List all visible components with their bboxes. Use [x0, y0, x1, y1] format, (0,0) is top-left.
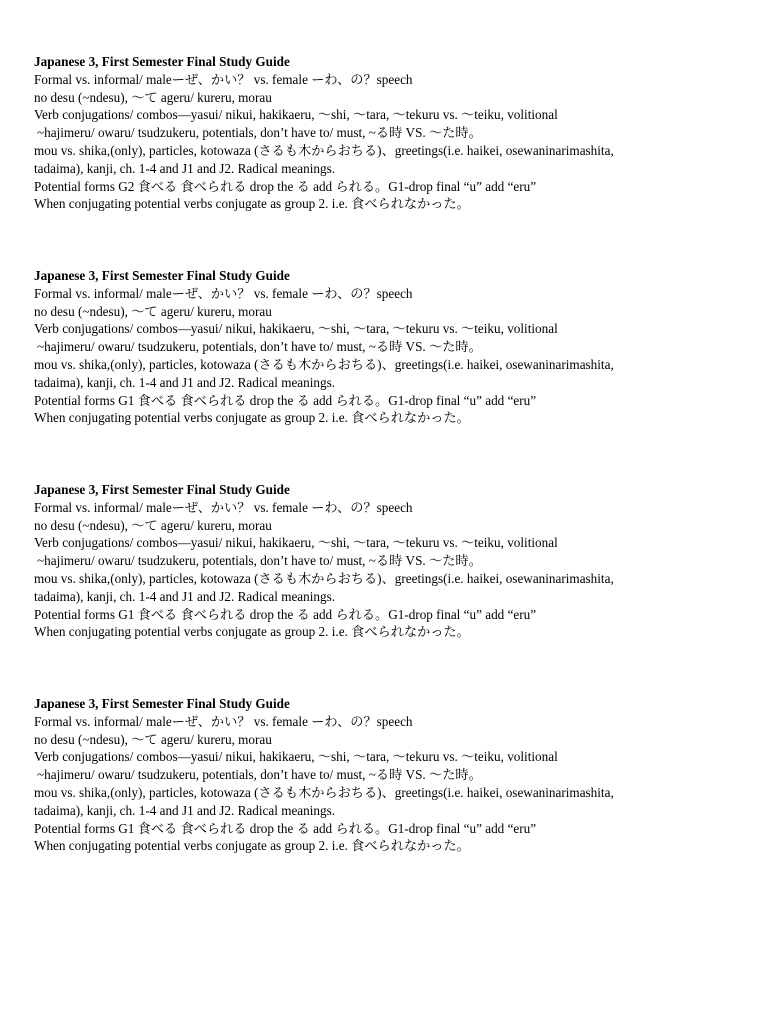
guide-line-verb-conjugations: Verb conjugations/ combos—yasui/ nikui, hakikaeru, ～shi, ～tara, ～tekuru vs. ～teiku, volitional: [34, 107, 558, 123]
guide-line-conjugating-potential: When conjugating potential verbs conjugate as group 2. i.e. 食べられなかった。: [34, 196, 470, 212]
guide-line-conjugating-potential: When conjugating potential verbs conjugate as group 2. i.e. 食べられなかった。: [34, 410, 470, 426]
guide-line-no-desu: no desu (~ndesu), ～て ageru/ kureru, morau: [34, 89, 272, 105]
guide-line-tadaima: tadaima), kanji, ch. 1-4 and J1 and J2. Radical meanings.: [34, 374, 336, 390]
guide-line-mou-shika: mou vs. shika,(only), particles, kotowaza (さるも木からおちる)、greetings(i.e. haikei, osewaninarimashita,: [34, 570, 614, 586]
guide-line-tadaima: tadaima), kanji, ch. 1-4 and J1 and J2. Radical meanings.: [34, 588, 336, 604]
guide-line-no-desu: no desu (~ndesu), ～て ageru/ kureru, morau: [34, 517, 272, 533]
guide-line-mou-shika: mou vs. shika,(only), particles, kotowaza (さるも木からおちる)、greetings(i.e. haikei, osewaninarimashita,: [34, 356, 614, 372]
guide-line-verb-conjugations: Verb conjugations/ combos—yasui/ nikui, hakikaeru, ～shi, ～tara, ～tekuru vs. ～teiku, volitional: [34, 535, 558, 551]
guide-line-tadaima: tadaima), kanji, ch. 1-4 and J1 and J2. Radical meanings.: [34, 802, 336, 818]
guide-line-conjugating-potential: When conjugating potential verbs conjugate as group 2. i.e. 食べられなかった。: [34, 838, 470, 854]
guide-line-hajimeru: ~hajimeru/ owaru/ tsudzukeru, potentials, don’t have to/ must, ~る時 VS. ～た時。: [37, 553, 482, 569]
guide-line-potential-forms: Potential forms G1 食べる 食べられる drop the る add られる。G1-drop final “u” add “eru”: [34, 820, 537, 836]
guide-line-mou-shika: mou vs. shika,(only), particles, kotowaza (さるも木からおちる)、greetings(i.e. haikei, osewaninarimashita,: [34, 784, 614, 800]
guide-line-no-desu: no desu (~ndesu), ～て ageru/ kureru, morau: [34, 731, 272, 747]
study-guide-block-4: [34, 695, 754, 855]
guide-line-speech: Formal vs. informal/ maleーぜ、かい？ vs. female ーわ、の？speech: [34, 499, 413, 515]
study-guide-block-2: [34, 267, 754, 427]
study-guide-block-3: [34, 481, 754, 641]
study-guide-block-1: [34, 53, 754, 213]
guide-line-conjugating-potential: When conjugating potential verbs conjugate as group 2. i.e. 食べられなかった。: [34, 624, 470, 640]
guide-line-potential-forms: Potential forms G2 食べる 食べられる drop the る add られる。G1-drop final “u” add “eru”: [34, 178, 537, 194]
guide-title: Japanese 3, First Semester Final Study Guide: [34, 268, 290, 283]
guide-line-potential-forms: Potential forms G1 食べる 食べられる drop the る add られる。G1-drop final “u” add “eru”: [34, 392, 537, 408]
guide-title: Japanese 3, First Semester Final Study Guide: [34, 696, 290, 711]
guide-line-verb-conjugations: Verb conjugations/ combos—yasui/ nikui, hakikaeru, ～shi, ～tara, ～tekuru vs. ～teiku, volitional: [34, 321, 558, 337]
guide-line-tadaima: tadaima), kanji, ch. 1-4 and J1 and J2. Radical meanings.: [34, 160, 336, 176]
guide-line-speech: Formal vs. informal/ maleーぜ、かい？ vs. female ーわ、の？speech: [34, 71, 413, 87]
guide-line-potential-forms: Potential forms G1 食べる 食べられる drop the る add られる。G1-drop final “u” add “eru”: [34, 606, 537, 622]
guide-line-verb-conjugations: Verb conjugations/ combos—yasui/ nikui, hakikaeru, ～shi, ～tara, ～tekuru vs. ～teiku, volitional: [34, 749, 558, 765]
guide-line-speech: Formal vs. informal/ maleーぜ、かい？ vs. female ーわ、の？speech: [34, 713, 413, 729]
guide-title: Japanese 3, First Semester Final Study Guide: [34, 54, 290, 69]
guide-line-hajimeru: ~hajimeru/ owaru/ tsudzukeru, potentials, don’t have to/ must, ~る時 VS. ～た時。: [37, 767, 482, 783]
guide-line-hajimeru: ~hajimeru/ owaru/ tsudzukeru, potentials, don’t have to/ must, ~る時 VS. ～た時。: [37, 339, 482, 355]
guide-line-no-desu: no desu (~ndesu), ～て ageru/ kureru, morau: [34, 303, 272, 319]
guide-title: Japanese 3, First Semester Final Study Guide: [34, 482, 290, 497]
guide-line-speech: Formal vs. informal/ maleーぜ、かい？ vs. female ーわ、の？speech: [34, 285, 413, 301]
guide-line-hajimeru: ~hajimeru/ owaru/ tsudzukeru, potentials, don’t have to/ must, ~る時 VS. ～た時。: [37, 125, 482, 141]
guide-line-mou-shika: mou vs. shika,(only), particles, kotowaza (さるも木からおちる)、greetings(i.e. haikei, osewaninarimashita,: [34, 142, 614, 158]
